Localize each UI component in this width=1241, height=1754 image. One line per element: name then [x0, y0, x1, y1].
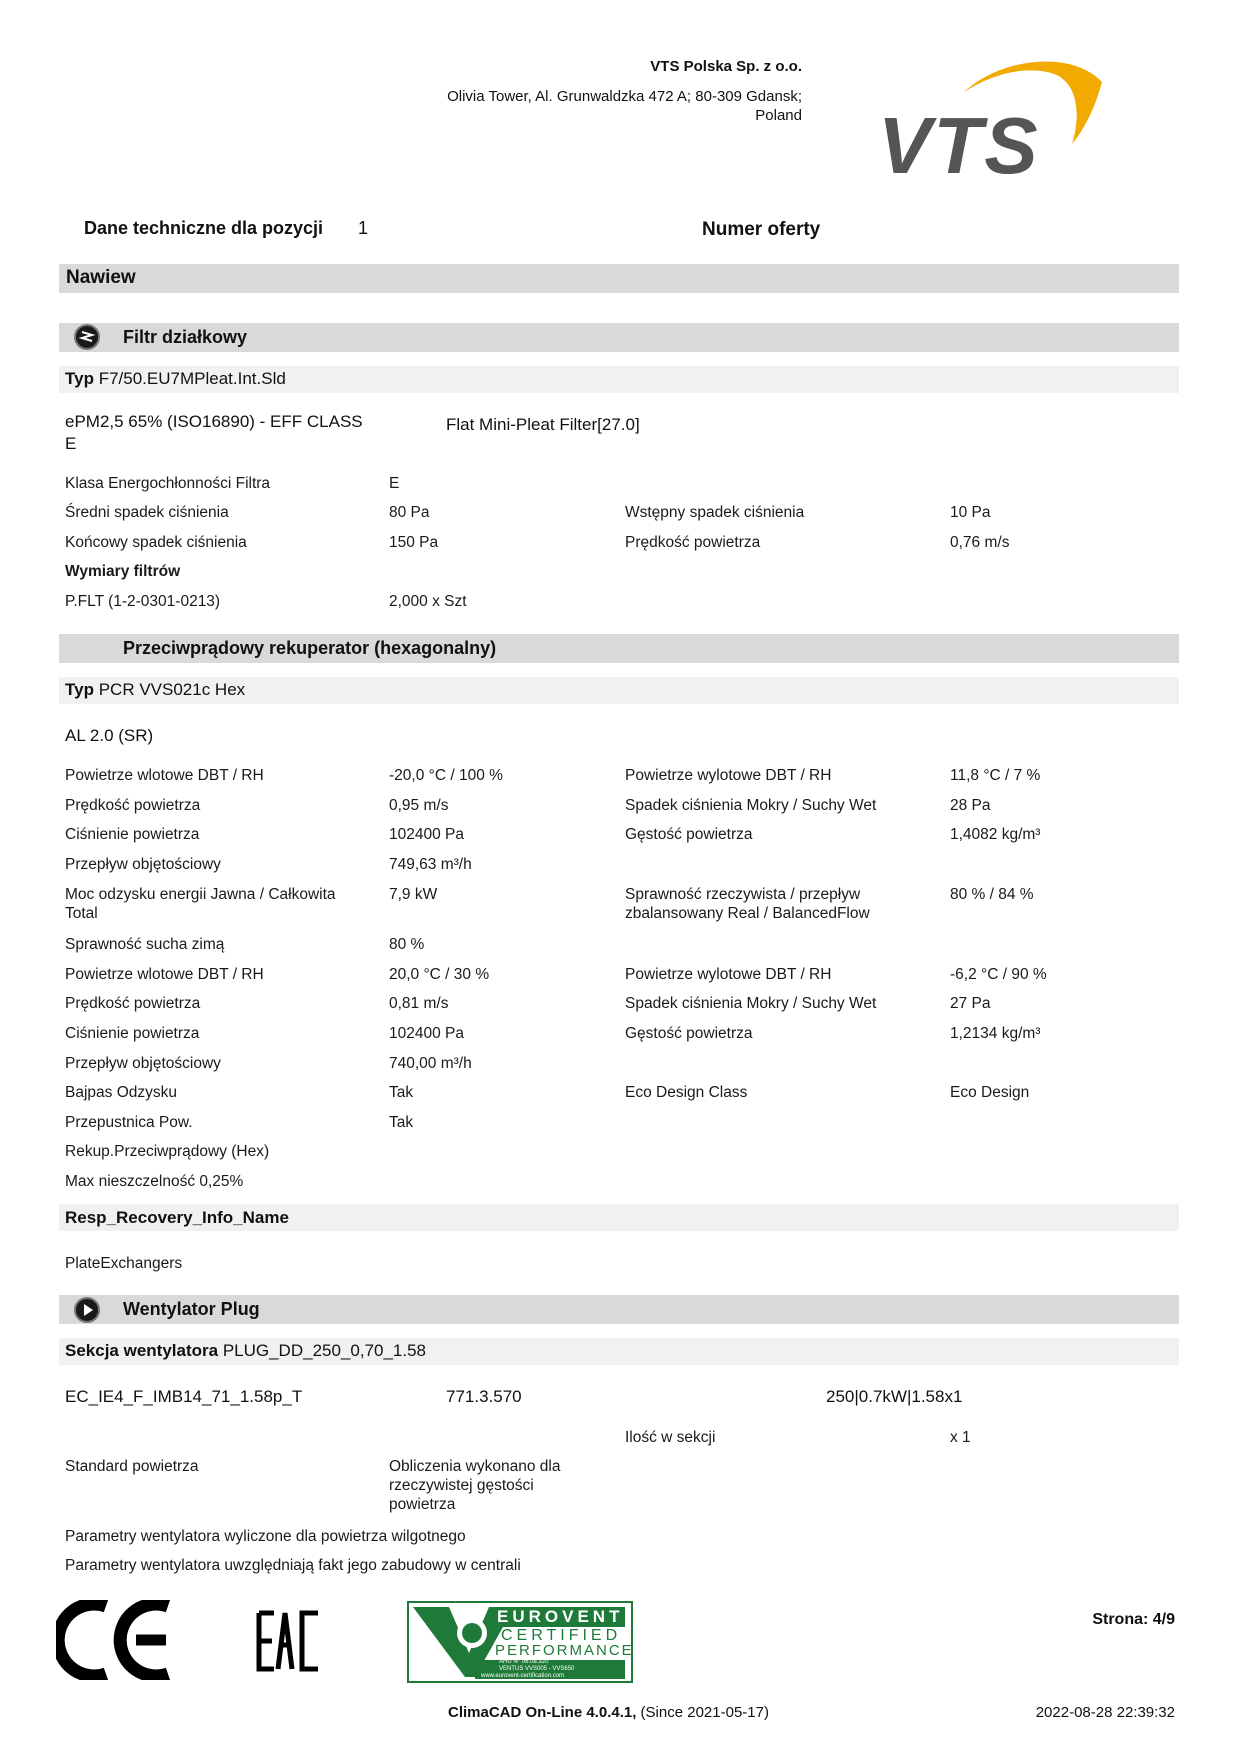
fan-motor: EC_IE4_F_IMB14_71_1.58p_T [65, 1387, 303, 1406]
recuperator-param-value: Eco Design [950, 1084, 1030, 1101]
position-label: Dane techniczne dla pozycji [84, 218, 324, 238]
filter-dimensions-title: Wymiary filtrów [65, 563, 181, 580]
company-name: VTS Polska Sp. z o.o. [650, 58, 802, 75]
eurovent-range: VENTUS VVS005 - VVS650 [499, 1666, 575, 1672]
position-value: 1 [358, 218, 369, 238]
play-icon [74, 1297, 100, 1323]
fan-title: Wentylator Plug [123, 1299, 260, 1319]
fan-section [65, 1341, 426, 1361]
recuperator-param-label: Sprawność rzeczywista / przepływ zbalansowany Real / BalancedFlow [625, 886, 870, 922]
recuperator-param-label: Prędkość powietrza [65, 995, 201, 1012]
filter-class-line1: ePM2,5 65% (ISO16890) - EFF CLASS [65, 412, 363, 431]
recuperator-param-label: Eco Design Class [625, 1084, 748, 1101]
recuperator-param-value: 7,9 kW [389, 886, 438, 903]
filter-type-label: Typ [65, 369, 94, 388]
filter-type-value: F7/50.EU7MPleat.Int.Sld [98, 369, 286, 388]
recuperator-param-value: 102400 Pa [389, 826, 464, 843]
company-address-line2: Poland [755, 107, 802, 124]
recuperator-param-value: 749,63 m³/h [389, 856, 472, 873]
recovery-info-title: Resp_Recovery_Info_Name [65, 1208, 289, 1227]
eurovent-url: www.eurovent-certification.com [481, 1673, 565, 1679]
filter-param-label: Średni spadek ciśnienia [65, 504, 229, 521]
offer-number-label: Numer oferty [702, 219, 821, 240]
timestamp: 2022-08-28 22:39:32 [1035, 1704, 1175, 1721]
eac-mark-icon [256, 1610, 322, 1672]
filter-dimensions-label: P.FLT (1-2-0301-0213) [65, 593, 221, 610]
filter-param-value: E [389, 475, 400, 492]
recuperator-param-label: Gęstość powietrza [625, 826, 753, 843]
filter-param-value: 0,76 m/s [950, 534, 1010, 551]
recuperator-type-label: Typ [65, 680, 94, 699]
recuperator-param-value: -20,0 °C / 100 % [389, 767, 503, 784]
recuperator-param-label: Powietrze wylotowe DBT / RH [625, 767, 832, 784]
recuperator-param-value: 20,0 °C / 30 % [389, 966, 490, 983]
recuperator-param-value: 80 % [389, 936, 425, 953]
filter-param-label: Wstępny spadek ciśnienia [625, 504, 805, 521]
recuperator-param-value: 27 Pa [950, 995, 991, 1012]
vts-logo-text: VTS [878, 101, 1040, 190]
filter-description: Flat Mini-Pleat Filter[27.0] [446, 415, 640, 434]
recuperator-title: Przeciwprądowy rekuperator (hexagonalny) [123, 638, 497, 658]
recuperator-param-label: Bajpas Odzysku [65, 1084, 177, 1101]
fan-qty-label: Ilość w sekcji [625, 1429, 716, 1446]
filter-type [65, 369, 286, 389]
software-name: ClimaCAD On-Line 4.0.4.1, [448, 1704, 637, 1721]
eurovent-logo [407, 1601, 633, 1683]
filter-param-value: 150 Pa [389, 534, 439, 551]
recuperator-type-value: PCR VVS021c Hex [98, 680, 246, 699]
recuperator-param-label: Spadek ciśnienia Mokry / Suchy Wet [625, 995, 877, 1012]
recuperator-param-value: 102400 Pa [389, 1025, 464, 1042]
eurovent-ahu: AHU N° 06.08.320 [499, 1659, 549, 1665]
recuperator-param-label: Ciśnienie powietrza [65, 1025, 200, 1042]
recuperator-param-value: 0,81 m/s [389, 995, 449, 1012]
recuperator-param-label: Przepływ objętościowy [65, 1055, 221, 1072]
fan-standard-label: Standard powietrza [65, 1458, 199, 1475]
recuperator-param-value: 0,95 m/s [389, 797, 449, 814]
recuperator-param-value: 1,2134 kg/m³ [950, 1025, 1041, 1042]
filter-dimensions-value: 2,000 x Szt [389, 593, 467, 610]
recuperator-param-value: 740,00 m³/h [389, 1055, 472, 1072]
recuperator-param-label: Ciśnienie powietrza [65, 826, 200, 843]
recuperator-param-value: Tak [389, 1114, 414, 1131]
recuperator-param-label: Przepływ objętościowy [65, 856, 221, 873]
page-number: Strona: 4/9 [1092, 1611, 1175, 1628]
filter-param-label: Prędkość powietrza [625, 534, 761, 551]
ce-mark-icon [56, 1600, 176, 1680]
fan-note: Parametry wentylatora wyliczone dla powietrza wilgotnego [65, 1528, 466, 1545]
recuperator-param-label: Max nieszczelność 0,25% [65, 1173, 244, 1190]
vts-logo [872, 52, 1112, 190]
recuperator-param-label: Prędkość powietrza [65, 797, 201, 814]
eac-mark [256, 1610, 322, 1672]
fan-section-label: Sekcja wentylatora [65, 1341, 219, 1360]
fan-section-value: PLUG_DD_250_0,70_1.58 [222, 1341, 427, 1360]
recuperator-param-label: Moc odzysku energii Jawna / Całkowita Total [65, 886, 336, 922]
filter-title: Filtr działkowy [123, 327, 248, 347]
filter-param-value: 80 Pa [389, 504, 430, 521]
section-main-title: Nawiew [66, 267, 136, 288]
recuperator-param-label: Przepustnica Pow. [65, 1114, 193, 1131]
software-since: (Since 2021-05-17) [636, 1704, 769, 1721]
eurovent-line1: EUROVENT [497, 1607, 624, 1626]
filter-class-line2: E [65, 434, 77, 453]
section-main-band [59, 264, 1179, 293]
eurovent-line3: PERFORMANCE [495, 1642, 634, 1659]
recuperator-param-value: 80 % / 84 % [950, 886, 1034, 903]
recovery-info-value: PlateExchangers [65, 1255, 183, 1272]
recuperator-param-value: -6,2 °C / 90 % [950, 966, 1047, 983]
recuperator-param-label: Gęstość powietrza [625, 1025, 753, 1042]
fan-standard-value: Obliczenia wykonano dla rzeczywistej gęstości powietrza [389, 1458, 561, 1513]
recuperator-param-label: Powietrze wlotowe DBT / RH [65, 966, 264, 983]
software-info [448, 1704, 769, 1721]
filter-param-value: 10 Pa [950, 504, 991, 521]
recuperator-param-value: 11,8 °C / 7 % [950, 767, 1041, 784]
recuperator-param-label: Powietrze wlotowe DBT / RH [65, 767, 264, 784]
ce-mark [56, 1600, 176, 1680]
fan-qty-value: x 1 [950, 1429, 971, 1446]
fan-spec: 250|0.7kW|1.58x1 [826, 1387, 963, 1406]
recuperator-param-label: Spadek ciśnienia Mokry / Suchy Wet [625, 797, 877, 814]
recuperator-param-value: Tak [389, 1084, 414, 1101]
recuperator-param-value: 28 Pa [950, 797, 991, 814]
eurovent-line2: CERTIFIED [501, 1627, 622, 1644]
recuperator-param-label: Sprawność sucha zimą [65, 936, 225, 953]
company-address-line1: Olivia Tower, Al. Grunwaldzka 472 A; 80-309 Gdansk; [447, 88, 802, 105]
recuperator-type [65, 680, 245, 700]
recuperator-material: AL 2.0 (SR) [65, 726, 154, 745]
recuperator-param-value: 1,4082 kg/m³ [950, 826, 1041, 843]
recuperator-param-label: Powietrze wylotowe DBT / RH [625, 966, 832, 983]
filter-param-label: Klasa Energochłonności Filtra [65, 475, 271, 492]
recuperator-param-label: Rekup.Przeciwprądowy (Hex) [65, 1143, 270, 1160]
fan-code: 771.3.570 [446, 1387, 522, 1406]
filter-icon [74, 324, 100, 350]
fan-note: Parametry wentylatora uwzględniają fakt jego zabudowy w centrali [65, 1557, 521, 1574]
filter-param-label: Końcowy spadek ciśnienia [65, 534, 247, 551]
